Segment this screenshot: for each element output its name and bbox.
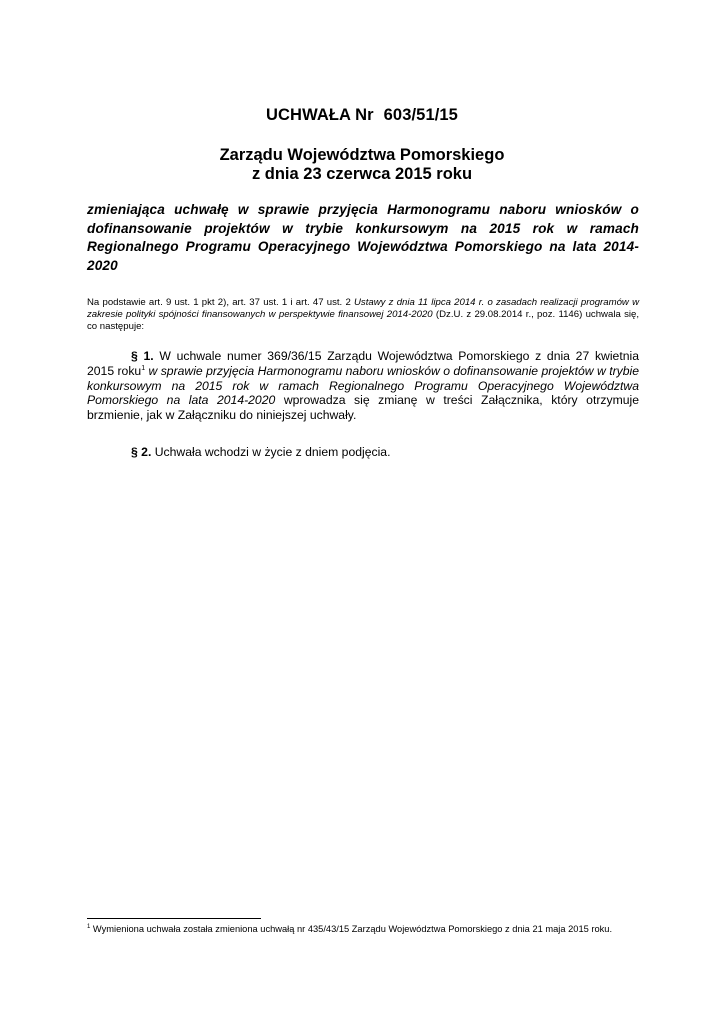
section-2 [131,445,639,460]
legal-basis-tail: (Dz.U. z 29.08.2014 r., poz. 1146) uchwala się, co następuje: [87,309,639,332]
title-number: 603/51/15 [383,106,458,124]
footnote-number: 1 [87,923,91,930]
section-2-text: Uchwała wchodzi w życie z dniem podjęcia. [151,445,391,459]
section-1-mark: § 1. [131,349,154,363]
footnote-ref[interactable]: 1 [141,364,146,372]
legal-basis [87,297,639,333]
footnote-separator [87,918,261,919]
resolution-subject: zmieniająca uchwałę w sprawie przyjęcia Harmonogramu naboru wniosków o dofinansowanie projektów w trybie konkursowym na 2015 rok w ramach Regionalnego Programu Operacyjnego Województwa Pomorskiego na lata 2014-2020 [87,202,639,273]
section-1 [87,349,639,423]
title-prefix: UCHWAŁA Nr [266,106,374,124]
section-1-italic-text: w sprawie przyjęcia Harmonogramu naboru wniosków o dofinansowanie projektów w trybie konkursowym na 2015 rok w ramach Regionalnego Programu Operacyjnego Województwa Pomorskiego na lata 2014-2020 [87,363,639,408]
legal-basis-lead: Na podstawie art. 9 ust. 1 pkt 2), art. 37 ust. 1 i art. 47 ust. 2 [87,297,354,308]
issuer-line: Zarządu Województwa Pomorskiego [219,146,505,164]
footnote [87,924,647,935]
footnote-text: Wymieniona uchwała została zmieniona uchwałą nr 435/43/15 Zarządu Województwa Pomorskiego z dnia 21 maja 2015 roku. [90,924,613,934]
section-1-text-after: wprowadza się zmianę w treści Załącznika, który otrzymuje brzmienie, jak w Załączniku do niniejszej uchwały. [87,393,639,423]
document-title [0,106,724,125]
date-line: z dnia 23 czerwca 2015 roku [251,165,473,183]
legal-basis-act-title: Ustawy z dnia 11 lipca 2014 r. o zasadach realizacji programów w zakresie polityki spójności finansowanych w perspektywie finansowej 2014-2020 [87,297,639,320]
section-1-text-before: W uchwale numer 369/36/15 Zarządu Województwa Pomorskiego z dnia 27 kwietnia 2015 roku [87,349,639,378]
section-2-mark: § 2. [131,445,152,459]
